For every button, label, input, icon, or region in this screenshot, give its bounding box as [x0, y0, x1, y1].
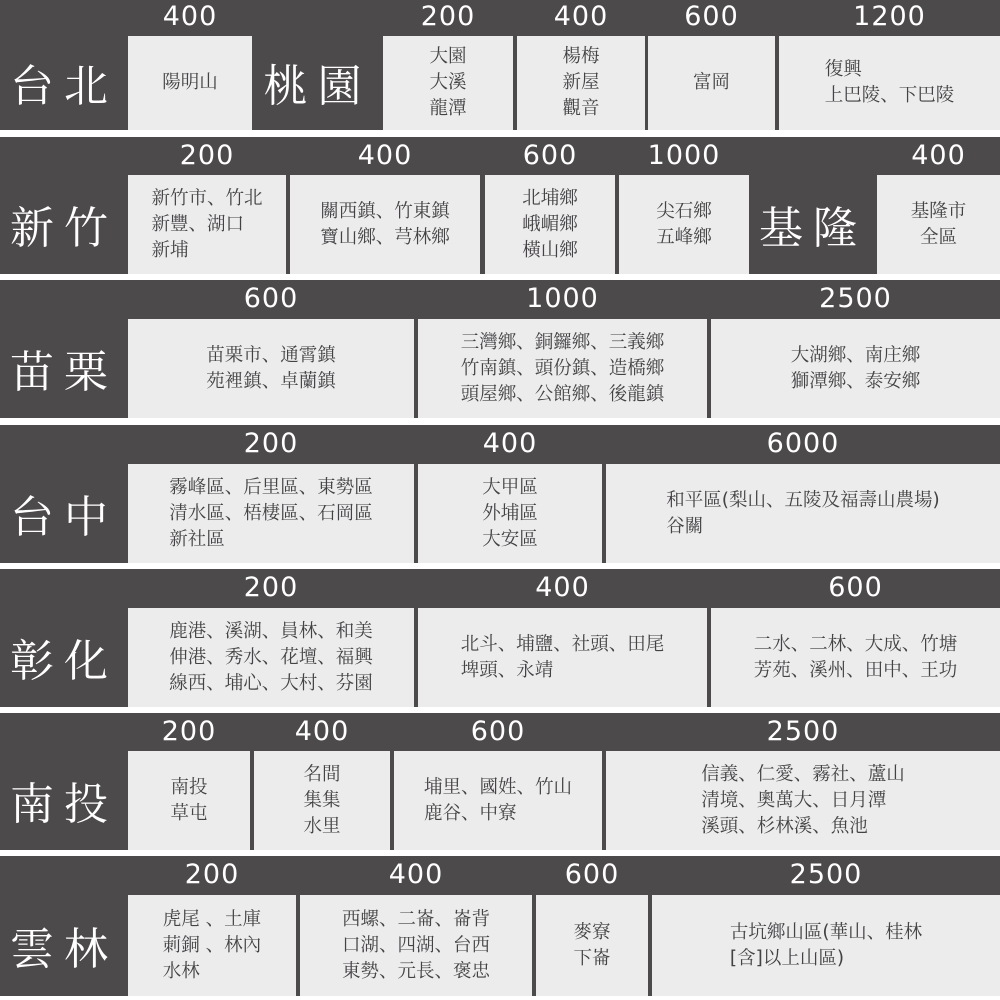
district-cell: 西螺、二崙、崙背 口湖、四湖、台西 東勢、元長、褒忠 [300, 895, 532, 996]
price-header: 600 [522, 139, 578, 171]
price-header: 400 [357, 139, 413, 171]
district-cell: 和平區(梨山、五陵及福壽山農場) 谷關 [606, 464, 1000, 563]
district-cell: 復興 上巴陵、下巴陵 [779, 36, 1000, 130]
price-header: 600 [828, 572, 883, 603]
price-header: 400 [535, 572, 590, 603]
price-header: 6000 [766, 428, 840, 459]
region-label-miaoli: 苗栗 [10, 346, 118, 398]
district-cell: 關西鎮、竹東鎮 寶山鄉、芎林鄉 [290, 175, 480, 274]
price-header: 400 [162, 1, 218, 32]
price-header: 2500 [789, 859, 863, 890]
price-header: 200 [420, 1, 476, 32]
price-header: 2500 [819, 283, 892, 314]
district-cell: 大湖鄉、南庄鄉 獅潭鄉、泰安鄉 [711, 319, 1000, 418]
district-cell: 虎尾 、土庫 莿銅 、林內 水林 [128, 895, 296, 996]
district-cell: 陽明山 [128, 36, 252, 130]
region-label-yunlin: 雲林 [10, 923, 118, 975]
price-header: 400 [911, 139, 966, 171]
district-cell: 埔里、國姓、竹山 鹿谷、中寮 [394, 751, 602, 850]
price-header: 200 [243, 572, 299, 603]
price-header: 600 [243, 283, 299, 314]
district-cell: 麥寮 下崙 [536, 895, 648, 996]
district-cell: 新竹市、竹北 新豐、湖口 新埔 [128, 175, 286, 274]
district-cell: 南投 草屯 [128, 751, 250, 850]
price-header: 600 [564, 859, 620, 890]
region-label-changhua: 彰化 [10, 635, 118, 687]
price-header: 1000 [647, 139, 721, 171]
price-header: 400 [294, 715, 350, 747]
price-header: 200 [161, 715, 217, 747]
price-header: 200 [179, 139, 235, 171]
district-cell: 信義、仁愛、霧社、蘆山 清境、奧萬大、日月潭 溪頭、杉林溪、魚池 [606, 751, 1000, 850]
district-cell: 二水、二林、大成、竹塘 芳苑、溪州、田中、王功 [711, 608, 1000, 707]
price-header: 400 [388, 859, 444, 890]
district-cell: 古坑鄉山區(華山、桂林 [含]以上山區) [652, 895, 1000, 996]
region-label-taichung: 台中 [10, 491, 118, 543]
price-header: 2500 [766, 715, 840, 747]
district-cell: 富岡 [648, 36, 775, 130]
region-label-taipei: 台北 [10, 60, 118, 112]
district-cell: 三灣鄉、銅鑼鄉、三義鄉 竹南鎮、頭份鎮、造橋鄉 頭屋鄉、公館鄉、後龍鎮 [418, 319, 707, 418]
district-cell: 北埔鄉 峨嵋鄉 橫山鄉 [485, 175, 615, 274]
district-cell: 霧峰區、后里區、東勢區 清水區、梧棲區、石岡區 新社區 [128, 464, 414, 563]
price-header: 600 [470, 715, 526, 747]
price-header: 200 [184, 859, 240, 890]
region-label-nantou: 南投 [10, 778, 118, 830]
district-cell: 苗栗市、通霄鎮 苑裡鎮、卓蘭鎮 [128, 319, 414, 418]
region-label-keelung: 基隆 [759, 202, 867, 254]
region-label-taoyuan: 桃園 [263, 60, 372, 112]
district-cell: 楊梅 新屋 觀音 [517, 36, 645, 130]
district-cell: 名間 集集 水里 [254, 751, 390, 850]
district-cell: 尖石鄉 五峰鄉 [619, 175, 749, 274]
price-header: 600 [684, 1, 739, 32]
district-cell: 鹿港、溪湖、員林、和美 伸港、秀水、花壇、福興 線西、埔心、大村、芬園 [128, 608, 414, 707]
district-cell: 基隆市 全區 [877, 175, 1000, 274]
price-header: 1200 [853, 1, 926, 32]
price-header: 200 [243, 428, 299, 459]
region-label-hsinchu: 新竹 [10, 202, 118, 254]
price-header: 400 [482, 428, 538, 459]
district-cell: 大園 大溪 龍潭 [383, 36, 513, 130]
district-cell: 北斗、埔鹽、社頭、田尾 埤頭、永靖 [418, 608, 707, 707]
price-header: 1000 [526, 283, 599, 314]
district-cell: 大甲區 外埔區 大安區 [418, 464, 602, 563]
price-header: 400 [553, 1, 609, 32]
